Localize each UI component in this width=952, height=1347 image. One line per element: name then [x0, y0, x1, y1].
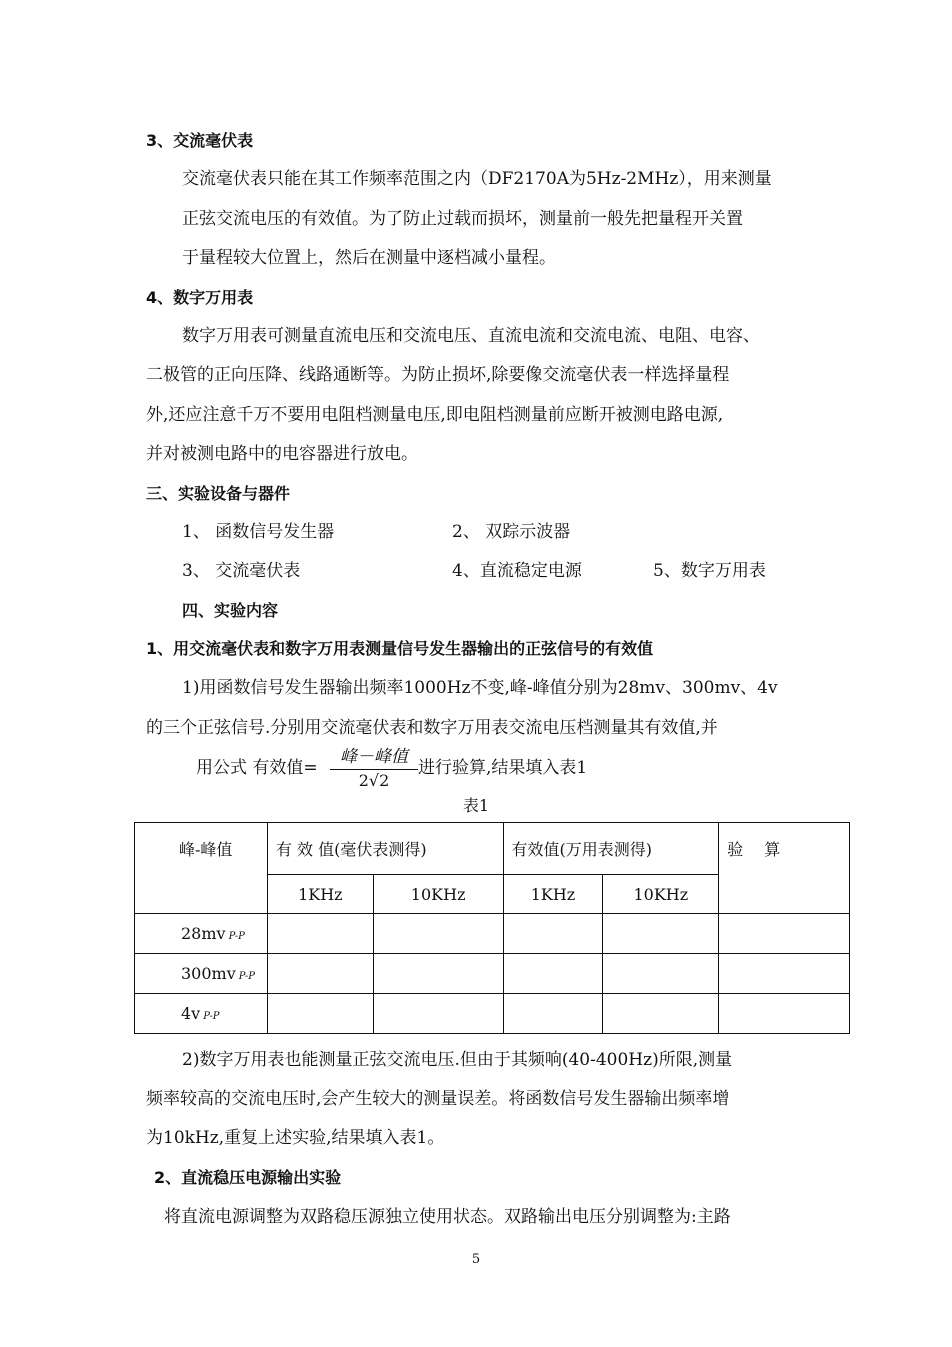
header-freq: 1KHz [267, 875, 373, 914]
paragraph-line: 并对被测电路中的电容器进行放电。 [146, 444, 418, 464]
header-verification: 验 算 [719, 823, 850, 914]
paragraph-line: 数字万用表可测量直流电压和交流电压、直流电流和交流电流、电阻、电容、 [182, 326, 760, 346]
formula-denominator: 2√2 [358, 771, 390, 790]
equipment-item: 4、直流稳定电源 [452, 561, 582, 581]
header-freq: 10KHz [373, 875, 503, 914]
row-label: 28mv P-P [135, 914, 268, 954]
equipment-item: 2、 双踪示波器 [452, 522, 571, 542]
paragraph-line: 2)数字万用表也能测量正弦交流电压.但由于其频响(40-400Hz)所限,测量 [182, 1050, 733, 1070]
paragraph-line: 交流毫伏表只能在其工作频率范围之内（DF2170A为5Hz-2MHz），用来测量 [182, 169, 772, 189]
paragraph-line: 于量程较大位置上，然后在测量中逐档减小量程。 [182, 248, 556, 268]
empty-cell [603, 954, 719, 994]
equipment-heading: 三、实验设备与器件 [146, 484, 291, 503]
section-3-heading: 3、交流毫伏表 [146, 131, 254, 150]
page-number: 5 [471, 1252, 481, 1267]
paragraph-line: 为10kHz,重复上述实验,结果填入表1。 [146, 1128, 445, 1148]
experiment-content-heading: 四、实验内容 [182, 601, 279, 620]
fraction-bar [330, 769, 418, 770]
empty-cell [603, 914, 719, 954]
experiment-2-heading: 2、直流稳压电源输出实验 [154, 1168, 342, 1187]
paragraph-line: 的三个正弦信号.分别用交流毫伏表和数字万用表交流电压档测量其有效值,并 [146, 718, 718, 738]
experiment-1-heading: 1、用交流毫伏表和数字万用表测量信号发生器输出的正弦信号的有效值 [146, 639, 654, 658]
paragraph-line: 正弦交流电压的有效值。为了防止过载而损坏，测量前一般先把量程开关置 [182, 209, 743, 229]
empty-cell [719, 954, 850, 994]
header-multimeter: 有效值(万用表测得) [503, 823, 719, 875]
formula-numerator: 峰－峰值 [340, 747, 408, 767]
header-freq: 10KHz [603, 875, 719, 914]
table-caption: 表1 [462, 796, 490, 815]
paragraph-line: 1)用函数信号发生器输出频率1000Hz不变,峰-峰值分别为28mv、300mv、4v [182, 678, 778, 698]
empty-cell [503, 994, 603, 1034]
empty-cell [719, 994, 850, 1034]
empty-cell [503, 914, 603, 954]
header-peak-to-peak: 峰-峰值 [135, 823, 268, 914]
empty-cell [719, 914, 850, 954]
table-row [135, 914, 850, 954]
paragraph-line: 频率较高的交流电压时,会产生较大的测量误差。将函数信号发生器输出频率增 [146, 1089, 730, 1109]
empty-cell [373, 954, 503, 994]
table-row [135, 994, 850, 1034]
paragraph-line: 将直流电源调整为双路稳压源独立使用状态。双路输出电压分别调整为:主路 [164, 1207, 731, 1227]
measurement-table [134, 822, 850, 1034]
empty-cell [267, 994, 373, 1034]
empty-cell [503, 954, 603, 994]
empty-cell [267, 954, 373, 994]
empty-cell [603, 994, 719, 1034]
paragraph-line: 外,还应注意千万不要用电阻档测量电压,即电阻档测量前应断开被测电路电源, [146, 405, 724, 425]
section-4-heading: 4、数字万用表 [146, 288, 254, 307]
formula-suffix: 进行验算,结果填入表1 [418, 758, 588, 778]
equipment-item: 5、数字万用表 [653, 561, 766, 581]
row-label: 300mv P-P [135, 954, 268, 994]
paragraph-line: 二极管的正向压降、线路通断等。为防止损坏,除要像交流毫伏表一样选择量程 [146, 365, 730, 385]
header-freq: 1KHz [503, 875, 603, 914]
empty-cell [373, 914, 503, 954]
row-label: 4v P-P [135, 994, 268, 1034]
equipment-item: 1、 函数信号发生器 [182, 522, 335, 542]
table-row [135, 954, 850, 994]
header-millivoltmeter: 有 效 值(毫伏表测得) [267, 823, 503, 875]
equipment-item: 3、 交流毫伏表 [182, 561, 301, 581]
empty-cell [373, 994, 503, 1034]
empty-cell [267, 914, 373, 954]
formula-prefix: 用公式 有效值= [196, 758, 318, 778]
rms-formula [330, 742, 418, 794]
